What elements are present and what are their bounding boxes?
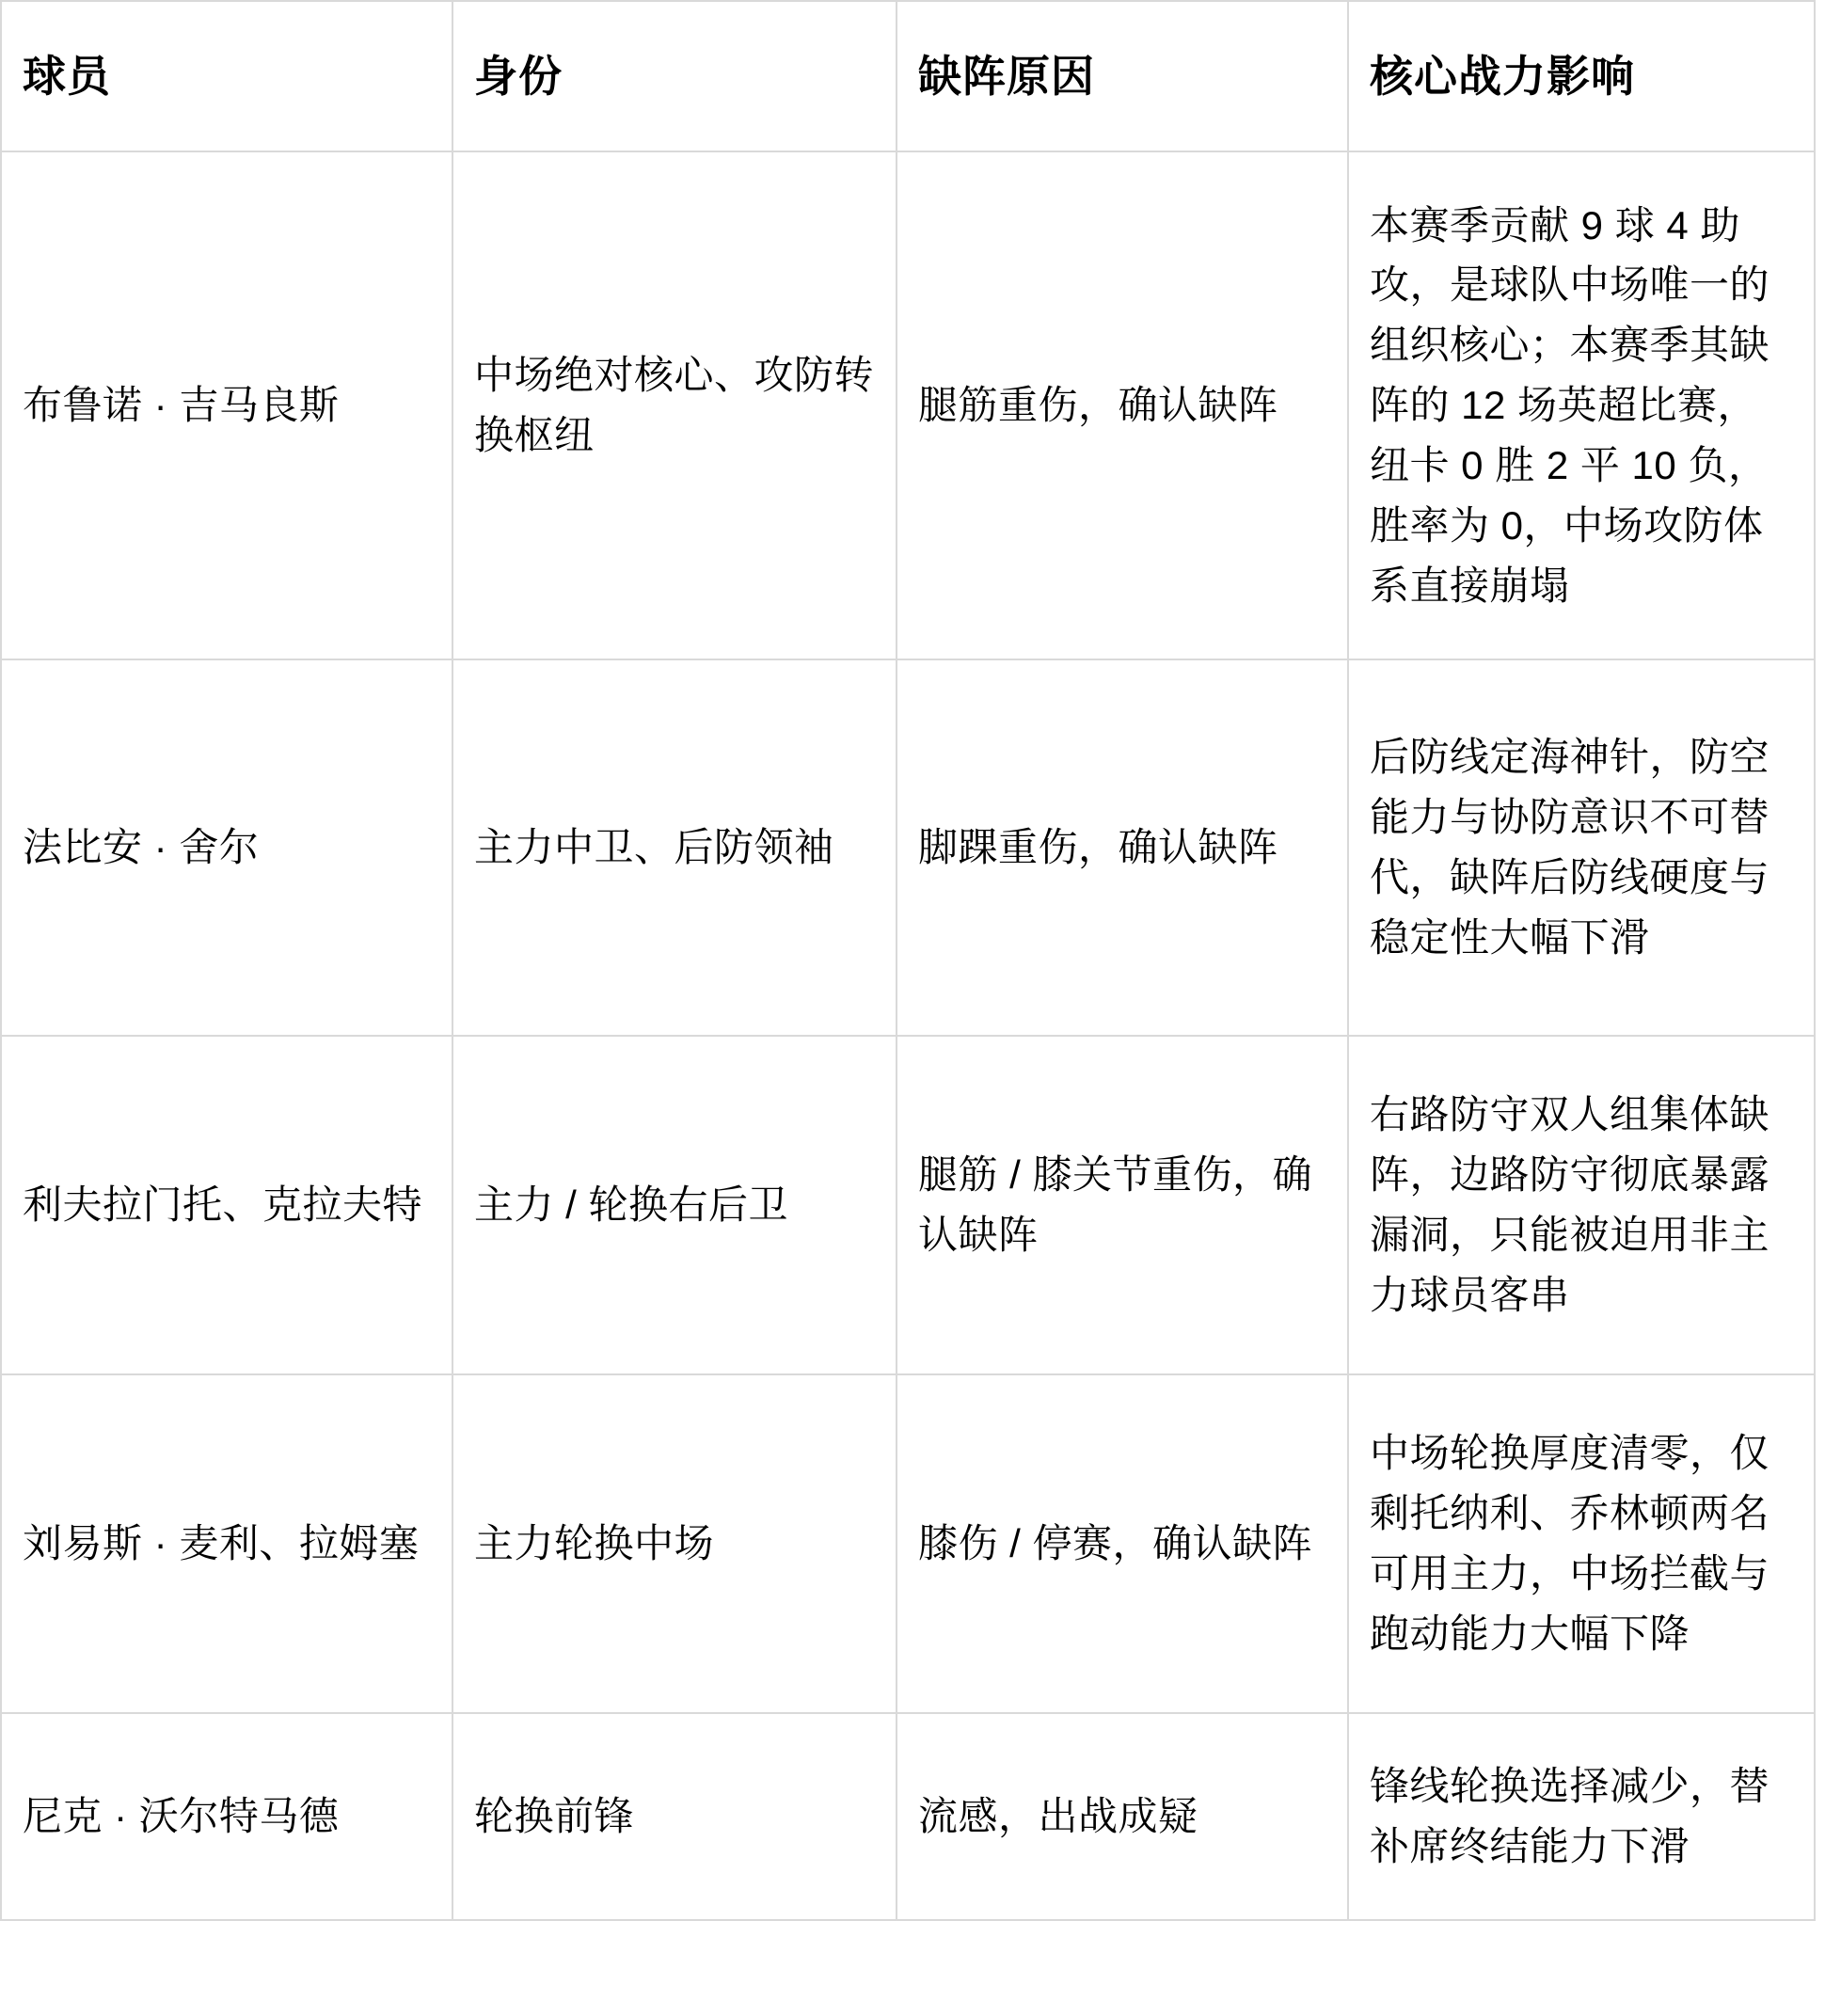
- table-row: [1, 151, 1815, 659]
- cell-player: 刘易斯 · 麦利、拉姆塞: [1, 1374, 452, 1713]
- cell-player: 利夫拉门托、克拉夫特: [1, 1036, 452, 1374]
- cell-impact: 右路防守双人组集体缺阵，边路防守彻底暴露漏洞，只能被迫用非主力球员客串: [1348, 1036, 1815, 1374]
- cell-role: 轮换前锋: [452, 1713, 897, 1920]
- cell-reason: 脚踝重伤，确认缺阵: [897, 659, 1348, 1036]
- table-row: [1, 1713, 1815, 1920]
- cell-player: 尼克 · 沃尔特马德: [1, 1713, 452, 1920]
- cell-impact: 后防线定海神针，防空能力与协防意识不可替代，缺阵后防线硬度与稳定性大幅下滑: [1348, 659, 1815, 1036]
- cell-impact: 本赛季贡献 9 球 4 助攻，是球队中场唯一的组织核心；本赛季其缺阵的 12 场英超比赛，纽卡 0 胜 2 平 10 负，胜率为 0，中场攻防体系直接崩塌: [1348, 151, 1815, 659]
- table-row: [1, 659, 1815, 1036]
- cell-role: 中场绝对核心、攻防转换枢纽: [452, 151, 897, 659]
- table-row: [1, 1374, 1815, 1713]
- table-row: [1, 1036, 1815, 1374]
- column-header-role: 身份: [452, 1, 897, 151]
- table-body: [1, 151, 1815, 1920]
- cell-impact: 锋线轮换选择减少，替补席终结能力下滑: [1348, 1713, 1815, 1920]
- column-header-impact: 核心战力影响: [1348, 1, 1815, 151]
- cell-reason: 腿筋 / 膝关节重伤，确认缺阵: [897, 1036, 1348, 1374]
- cell-role: 主力轮换中场: [452, 1374, 897, 1713]
- column-header-reason: 缺阵原因: [897, 1, 1348, 151]
- table-header-row: [1, 1, 1815, 151]
- cell-reason: 腿筋重伤，确认缺阵: [897, 151, 1348, 659]
- cell-reason: 流感，出战成疑: [897, 1713, 1348, 1920]
- table-header: [1, 1, 1815, 151]
- cell-role: 主力 / 轮换右后卫: [452, 1036, 897, 1374]
- cell-role: 主力中卫、后防领袖: [452, 659, 897, 1036]
- cell-player: 法比安 · 舍尔: [1, 659, 452, 1036]
- cell-player: 布鲁诺 · 吉马良斯: [1, 151, 452, 659]
- cell-reason: 膝伤 / 停赛，确认缺阵: [897, 1374, 1348, 1713]
- column-header-player: 球员: [1, 1, 452, 151]
- cell-impact: 中场轮换厚度清零，仅剩托纳利、乔林顿两名可用主力，中场拦截与跑动能力大幅下降: [1348, 1374, 1815, 1713]
